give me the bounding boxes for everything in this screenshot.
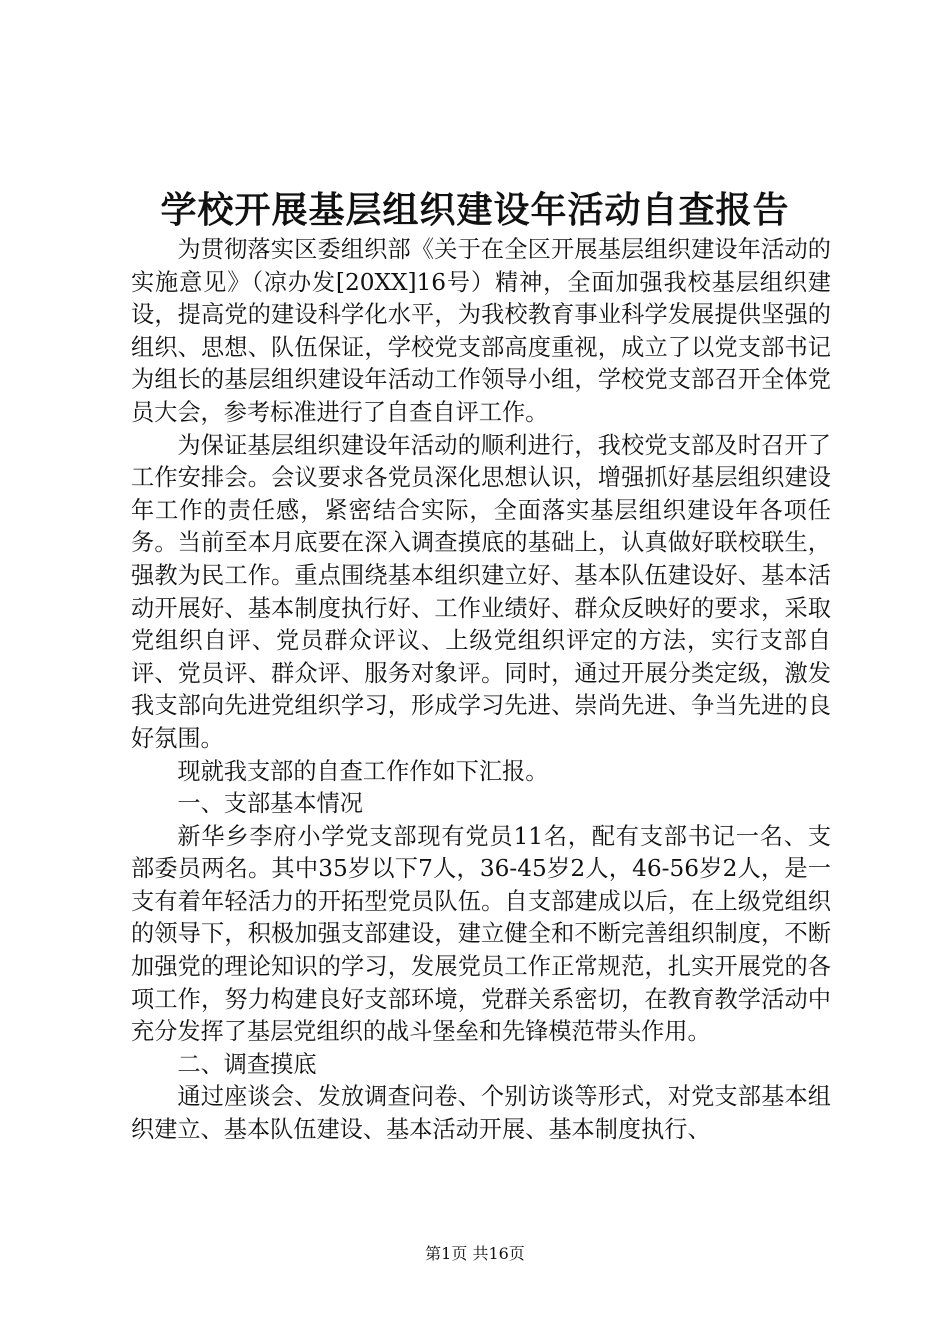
paragraph-report-lead: 现就我支部的自查工作作如下汇报。 bbox=[177, 757, 549, 785]
document-title: 学校开展基层组织建设年活动自查报告 bbox=[160, 189, 790, 231]
paragraph-arrangement: 为保证基层组织建设年活动的顺利进行，我校党支部及时召开了工作安排会。会议要求各党员深化思想认识，增强抓好基层组织建设年工作的责任感，紧密结合实际，全面落实基层组织建设年各项任务。当前至本月底要在深入调查摸底的基础上，认真做好联校联生，强教为民工作。重点围绕基本组织建立好、基本队伍建设好、基本活动开展好、基本制度执行好、工作业绩好、群众反映好的要求，采取党组织自评、党员群众评议、上级党组织评定的方法，实行支部自评、党员评、群众评、服务对象评。同时，通过开展分类定级，激发我支部向先进党组织学习，形成学习先进、崇尚先进、争当先进的良好氛围。 bbox=[131, 431, 831, 752]
section-heading-basic-info: 一、支部基本情况 bbox=[177, 790, 363, 818]
paragraph-basic-info: 新华乡李府小学党支部现有党员11名，配有支部书记一名、支部委员两名。其中35岁以下7人，36-45岁2人，46-56岁2人，是一支有着年轻活力的开拓型党员队伍。自支部建成以后，在上级党组织的领导下，积极加强支部建设，建立健全和不断完善组织制度，不断加强党的理论知识的学习，发展党员工作正常规范，扎实开展党的各项工作，努力构建良好支部环境，党群关系密切，在教育教学活动中充分发挥了基层党组织的战斗堡垒和先锋模范带头作用。 bbox=[131, 822, 831, 1046]
page-number-footer: 第1页 共16页 bbox=[425, 1244, 525, 1263]
document-body bbox=[131, 234, 831, 1147]
paragraph-survey: 通过座谈会、发放调查问卷、个别访谈等形式，对党支部基本组织建立、基本队伍建设、基本活动开展、基本制度执行、 bbox=[131, 1083, 831, 1144]
paragraph-intro: 为贯彻落实区委组织部《关于在全区开展基层组织建设年活动的实施意见》（凉办发[20XX]16号）精神，全面加强我校基层组织建设，提高党的建设科学化水平，为我校教育事业科学发展提供坚强的组织、思想、队伍保证，学校党支部高度重视，成立了以党支部书记为组长的基层组织建设年活动工作领导小组，学校党支部召开全体党员大会，参考标准进行了自查自评工作。 bbox=[131, 236, 831, 426]
section-heading-survey: 二、调查摸底 bbox=[177, 1050, 317, 1078]
